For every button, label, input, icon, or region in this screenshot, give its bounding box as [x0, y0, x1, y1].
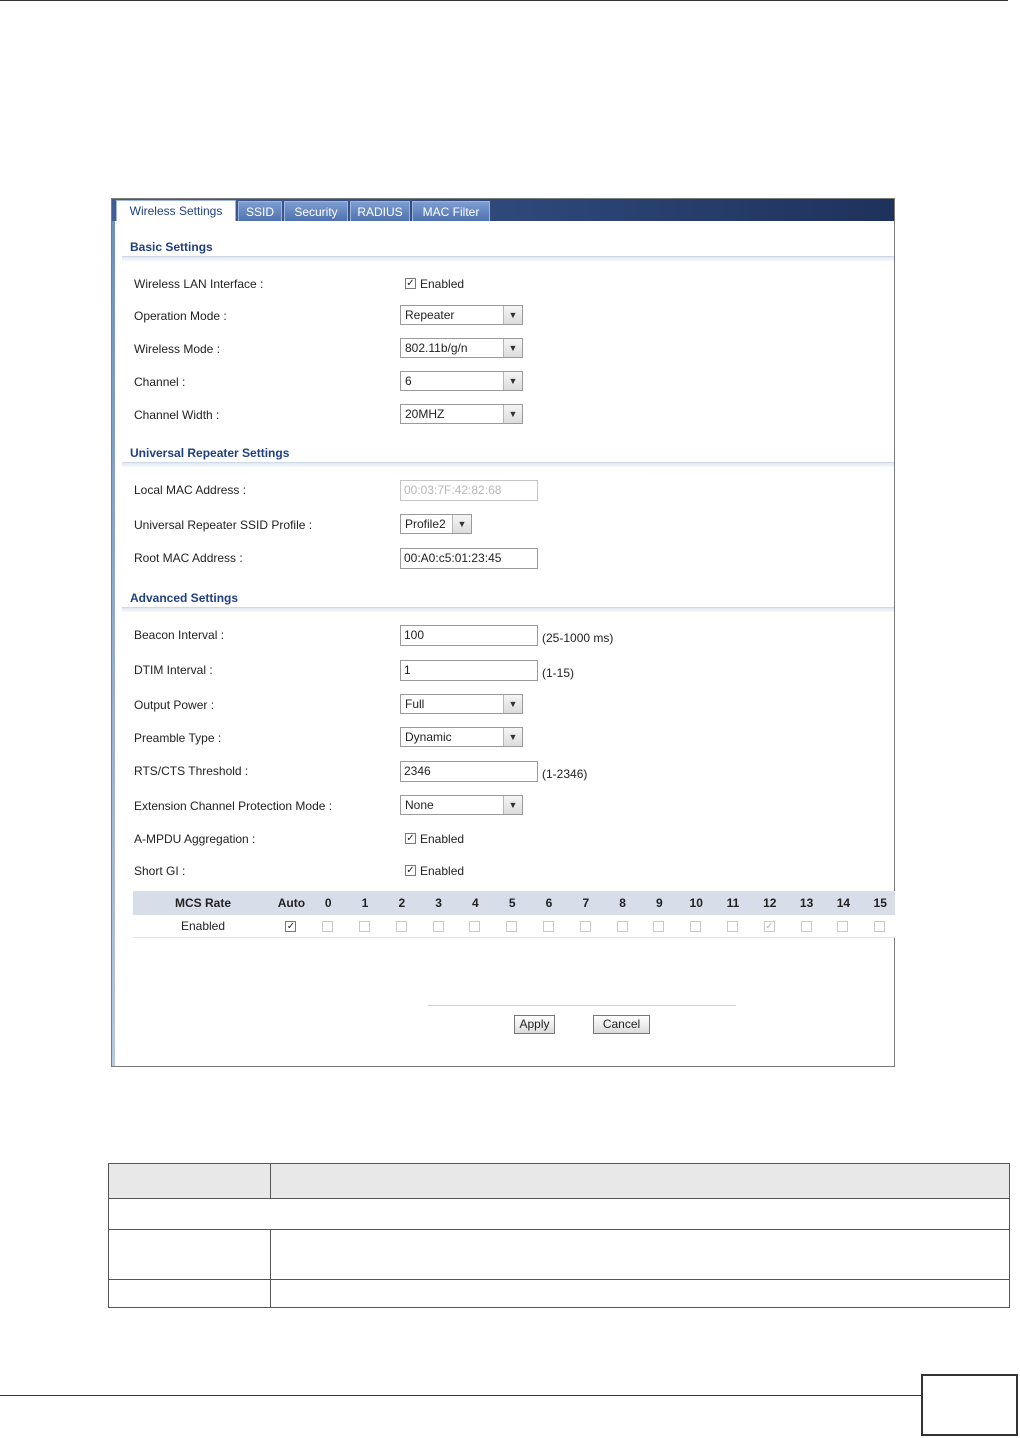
section-divider: [122, 462, 894, 467]
mcs-rate-checkbox[interactable]: [690, 921, 701, 932]
mcs-rate-checkbox[interactable]: [874, 921, 885, 932]
chevron-down-icon: ▼: [503, 728, 522, 746]
ssid-profile-value: Profile2: [405, 517, 446, 531]
output-power-value: Full: [405, 697, 425, 711]
page-number-box: [921, 1374, 1018, 1436]
root-mac-label: Root MAC Address :: [134, 551, 243, 565]
beacon-interval-hint: (25-1000 ms): [542, 631, 614, 645]
chevron-down-icon: ▼: [452, 515, 471, 533]
mcs-column-header: 13: [799, 896, 814, 910]
chevron-down-icon: ▼: [503, 306, 522, 324]
mcs-rate-checkbox[interactable]: [469, 921, 480, 932]
chevron-down-icon: ▼: [503, 405, 522, 423]
mcs-rate-checkbox[interactable]: [837, 921, 848, 932]
dtim-interval-input[interactable]: 1: [400, 660, 538, 681]
ssid-profile-select[interactable]: [400, 514, 472, 534]
beacon-interval-input[interactable]: 100: [400, 625, 538, 646]
mcs-column-header: 12: [763, 896, 777, 910]
root-mac-input[interactable]: 00:A0:c5:01:23:45: [400, 548, 538, 569]
rts-threshold-hint: (1-2346): [542, 767, 588, 781]
preamble-type-value: Dynamic: [405, 730, 452, 744]
tab-mac-filter[interactable]: MAC Filter: [412, 201, 490, 221]
local-mac-input: 00:03:7F:42:82:68: [400, 480, 538, 501]
mcs-column-header: 3: [435, 896, 442, 910]
tab-bar: [112, 199, 894, 221]
mcs-column-header: 6: [545, 896, 553, 910]
mcs-rate-checkbox[interactable]: [322, 921, 333, 932]
tab-wireless-settings[interactable]: Wireless Settings: [116, 200, 236, 221]
mcs-auto-checkbox[interactable]: ✓: [286, 921, 296, 932]
short-gi-label: Short GI :: [134, 864, 186, 878]
mcs-rate-checkbox[interactable]: [801, 921, 812, 932]
ext-channel-protection-value: None: [405, 798, 434, 812]
mcs-column-header: 5: [508, 896, 516, 910]
mcs-rate-checkbox[interactable]: [396, 921, 407, 932]
mcs-column-header: 7: [582, 896, 590, 910]
ssid-profile-label: Universal Repeater SSID Profile :: [134, 518, 313, 532]
mcs-column-header: 15: [873, 896, 887, 910]
mcs-table-row: [133, 915, 895, 938]
channel-width-select[interactable]: [400, 404, 523, 424]
mcs-column-header: 8: [619, 896, 626, 910]
preamble-type-select[interactable]: [400, 727, 523, 747]
mcs-rate-checkbox[interactable]: [506, 921, 517, 932]
mcs-column-header: 10: [689, 896, 703, 910]
local-mac-label: Local MAC Address :: [134, 483, 247, 497]
beacon-interval-label: Beacon Interval :: [134, 628, 225, 642]
short-gi-checkbox-label: Enabled: [420, 864, 465, 878]
mcs-rate-checkbox[interactable]: [727, 921, 738, 932]
mcs-column-header: 1: [361, 896, 369, 910]
preamble-type-label: Preamble Type :: [134, 731, 222, 745]
mcs-rate-checkbox[interactable]: [433, 921, 444, 932]
mcs-rate-checkbox[interactable]: [653, 921, 664, 932]
mcs-rate-checkbox[interactable]: [617, 921, 628, 932]
chevron-down-icon: ▼: [503, 796, 522, 814]
wireless-mode-value: 802.11b/g/n: [405, 341, 468, 355]
wireless-mode-label: Wireless Mode :: [134, 342, 221, 356]
footer-rule: [0, 1395, 922, 1396]
table-row: [109, 1230, 1009, 1280]
mcs-rate-checkbox[interactable]: [359, 921, 370, 932]
ampdu-aggregation-checkbox-label: Enabled: [420, 832, 465, 846]
table-column-divider: [270, 1230, 271, 1308]
wireless-mode-select[interactable]: [400, 338, 523, 358]
wlan-interface-checkbox[interactable]: ✓: [406, 278, 415, 289]
channel-width-label: Channel Width :: [134, 408, 220, 422]
section-divider: [122, 256, 894, 261]
mcs-column-header: 11: [726, 896, 740, 910]
tab-radius[interactable]: RADIUS: [350, 201, 410, 221]
ampdu-aggregation-label: A-MPDU Aggregation :: [134, 832, 256, 846]
table-column-divider: [270, 1164, 271, 1199]
operation-mode-label: Operation Mode :: [134, 309, 227, 323]
operation-mode-value: Repeater: [405, 308, 455, 322]
mcs-column-header: 14: [836, 896, 851, 910]
mcs-rate-checkbox[interactable]: [543, 921, 554, 932]
channel-value: 6: [405, 374, 412, 388]
mcs-table-header: [133, 891, 895, 915]
dtim-interval-hint: (1-15): [542, 666, 575, 680]
button-separator: [428, 1005, 736, 1006]
rts-threshold-input[interactable]: 2346: [400, 761, 538, 782]
mcs-column-header: 9: [656, 896, 663, 910]
mcs-column-header: Auto: [277, 896, 306, 910]
chevron-down-icon: ▼: [503, 372, 522, 390]
mcs-enabled-label: Enabled: [180, 919, 226, 933]
mcs-rate-header: MCS Rate: [174, 896, 231, 910]
cancel-button[interactable]: Cancel: [593, 1015, 650, 1034]
channel-select[interactable]: [400, 371, 523, 391]
mcs-column-header: 2: [398, 896, 406, 910]
chevron-down-icon: ▼: [503, 695, 522, 713]
chevron-down-icon: ▼: [503, 339, 522, 357]
rts-threshold-label: RTS/CTS Threshold :: [134, 764, 249, 778]
mcs-rate-checkbox[interactable]: [580, 921, 591, 932]
channel-width-value: 20MHZ: [405, 407, 445, 421]
mcs-column-header: 4: [472, 896, 479, 910]
output-power-select[interactable]: [400, 694, 523, 714]
ext-channel-protection-label: Extension Channel Protection Mode :: [134, 799, 333, 813]
ampdu-aggregation-checkbox[interactable]: ✓: [406, 833, 415, 844]
section-divider: [122, 607, 894, 612]
section-title-basic: Basic Settings: [130, 240, 213, 254]
panel-left-bar: [112, 199, 115, 1066]
table-header-row: [109, 1164, 1009, 1199]
table-row: [109, 1199, 1009, 1230]
channel-label: Channel :: [134, 375, 186, 389]
mcs-column-header: 0: [324, 896, 332, 910]
mcs-rate-checkbox[interactable]: ✓: [765, 921, 774, 932]
description-table: [108, 1163, 1010, 1308]
operation-mode-select[interactable]: [400, 305, 523, 325]
apply-button[interactable]: Apply: [514, 1015, 555, 1034]
dtim-interval-label: DTIM Interval :: [134, 663, 213, 677]
short-gi-checkbox[interactable]: ✓: [406, 865, 415, 876]
wlan-interface-label: Wireless LAN Interface :: [134, 277, 264, 291]
header-rule: [0, 0, 1008, 1]
section-title-advanced: Advanced Settings: [130, 591, 239, 605]
ext-channel-protection-select[interactable]: [400, 795, 523, 815]
section-title-repeater: Universal Repeater Settings: [130, 446, 290, 460]
tab-security[interactable]: Security: [284, 201, 348, 221]
wireless-settings-panel: [111, 198, 895, 1067]
tab-ssid[interactable]: SSID: [238, 201, 282, 221]
wlan-interface-checkbox-label: Enabled: [420, 277, 465, 291]
output-power-label: Output Power :: [134, 698, 215, 712]
